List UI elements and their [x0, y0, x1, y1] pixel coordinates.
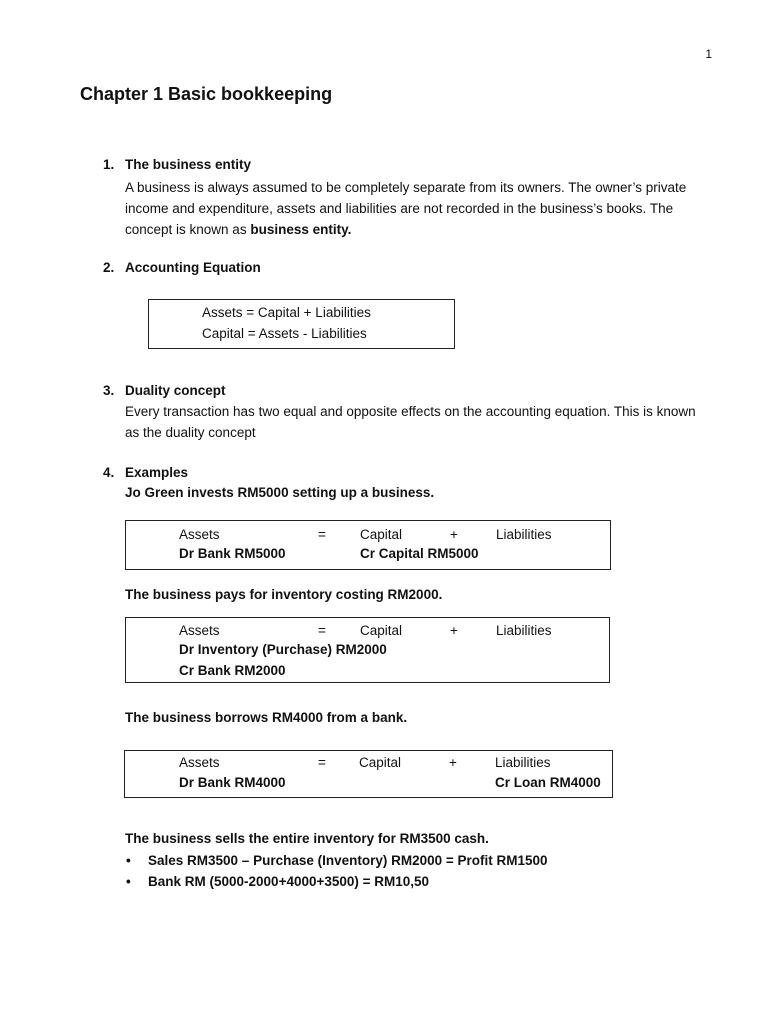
- page-number: 1: [705, 47, 712, 61]
- assets-entry: Dr Bank RM4000: [179, 775, 286, 790]
- assets-entry: Cr Bank RM2000: [179, 663, 286, 678]
- accounting-equation-box: [148, 299, 455, 349]
- list-item-text: Bank RM (5000-2000+4000+3500) = RM10,50: [148, 874, 430, 889]
- key-term: business entity.: [250, 222, 352, 237]
- list-item: [125, 871, 548, 892]
- example-caption: The business borrows RM4000 from a bank.: [125, 710, 408, 725]
- example-equation-box: [125, 617, 610, 683]
- liabilities-header: Liabilities: [496, 623, 552, 638]
- assets-header: Assets: [179, 623, 220, 638]
- example-caption: Jo Green invests RM5000 setting up a business.: [125, 485, 435, 500]
- equation-line: Assets = Capital + Liabilities: [202, 305, 371, 320]
- section-number: 1.: [103, 157, 115, 172]
- capital-entry: Cr Capital RM5000: [360, 546, 479, 561]
- equation-line: Capital = Assets - Liabilities: [202, 326, 367, 341]
- section-heading: Examples: [125, 465, 189, 480]
- plus-sign: +: [450, 527, 458, 542]
- example-equation-box: [125, 520, 611, 570]
- assets-entry: Dr Inventory (Purchase) RM2000: [179, 642, 387, 657]
- paragraph-line: [125, 219, 725, 240]
- section-heading: The business entity: [125, 157, 252, 172]
- equals-sign: =: [318, 755, 326, 770]
- business-entity-paragraph: [125, 177, 725, 240]
- equals-sign: =: [318, 623, 326, 638]
- liabilities-header: Liabilities: [496, 527, 552, 542]
- assets-header: Assets: [179, 527, 220, 542]
- example-caption: The business sells the entire inventory for RM3500 cash.: [125, 831, 489, 846]
- example-caption: The business pays for inventory costing RM2000.: [125, 587, 443, 602]
- duality-paragraph: [125, 401, 725, 443]
- equals-sign: =: [318, 527, 326, 542]
- paragraph-line: income and expenditure, assets and liabilities are not recorded in the business’s books. The: [125, 201, 674, 216]
- paragraph-text: concept is known as: [125, 222, 251, 237]
- liabilities-header: Liabilities: [495, 755, 551, 770]
- section-heading: Accounting Equation: [125, 260, 261, 275]
- paragraph-line: Every transaction has two equal and opposite effects on the accounting equation. This is known: [125, 404, 696, 419]
- example-equation-box: [124, 750, 613, 798]
- section-number: 3.: [103, 383, 115, 398]
- liabilities-entry: Cr Loan RM4000: [495, 775, 601, 790]
- assets-entry: Dr Bank RM5000: [179, 546, 286, 561]
- section-heading: Duality concept: [125, 383, 226, 398]
- paragraph-line: A business is always assumed to be completely separate from its owners. The owner’s private: [125, 180, 687, 195]
- section-number: 2.: [103, 260, 115, 275]
- assets-header: Assets: [179, 755, 220, 770]
- plus-sign: +: [450, 623, 458, 638]
- paragraph-line: as the duality concept: [125, 425, 256, 440]
- calculation-list: [125, 850, 548, 892]
- section-number: 4.: [103, 465, 115, 480]
- plus-sign: +: [449, 755, 457, 770]
- chapter-title: Chapter 1 Basic bookkeeping: [80, 84, 333, 104]
- bullet: •: [126, 874, 131, 889]
- capital-header: Capital: [359, 755, 402, 770]
- capital-header: Capital: [360, 527, 403, 542]
- list-item-text: Sales RM3500 – Purchase (Inventory) RM2000 = Profit RM1500: [148, 853, 548, 868]
- list-item: [125, 850, 548, 871]
- capital-header: Capital: [360, 623, 403, 638]
- bullet: •: [126, 853, 131, 868]
